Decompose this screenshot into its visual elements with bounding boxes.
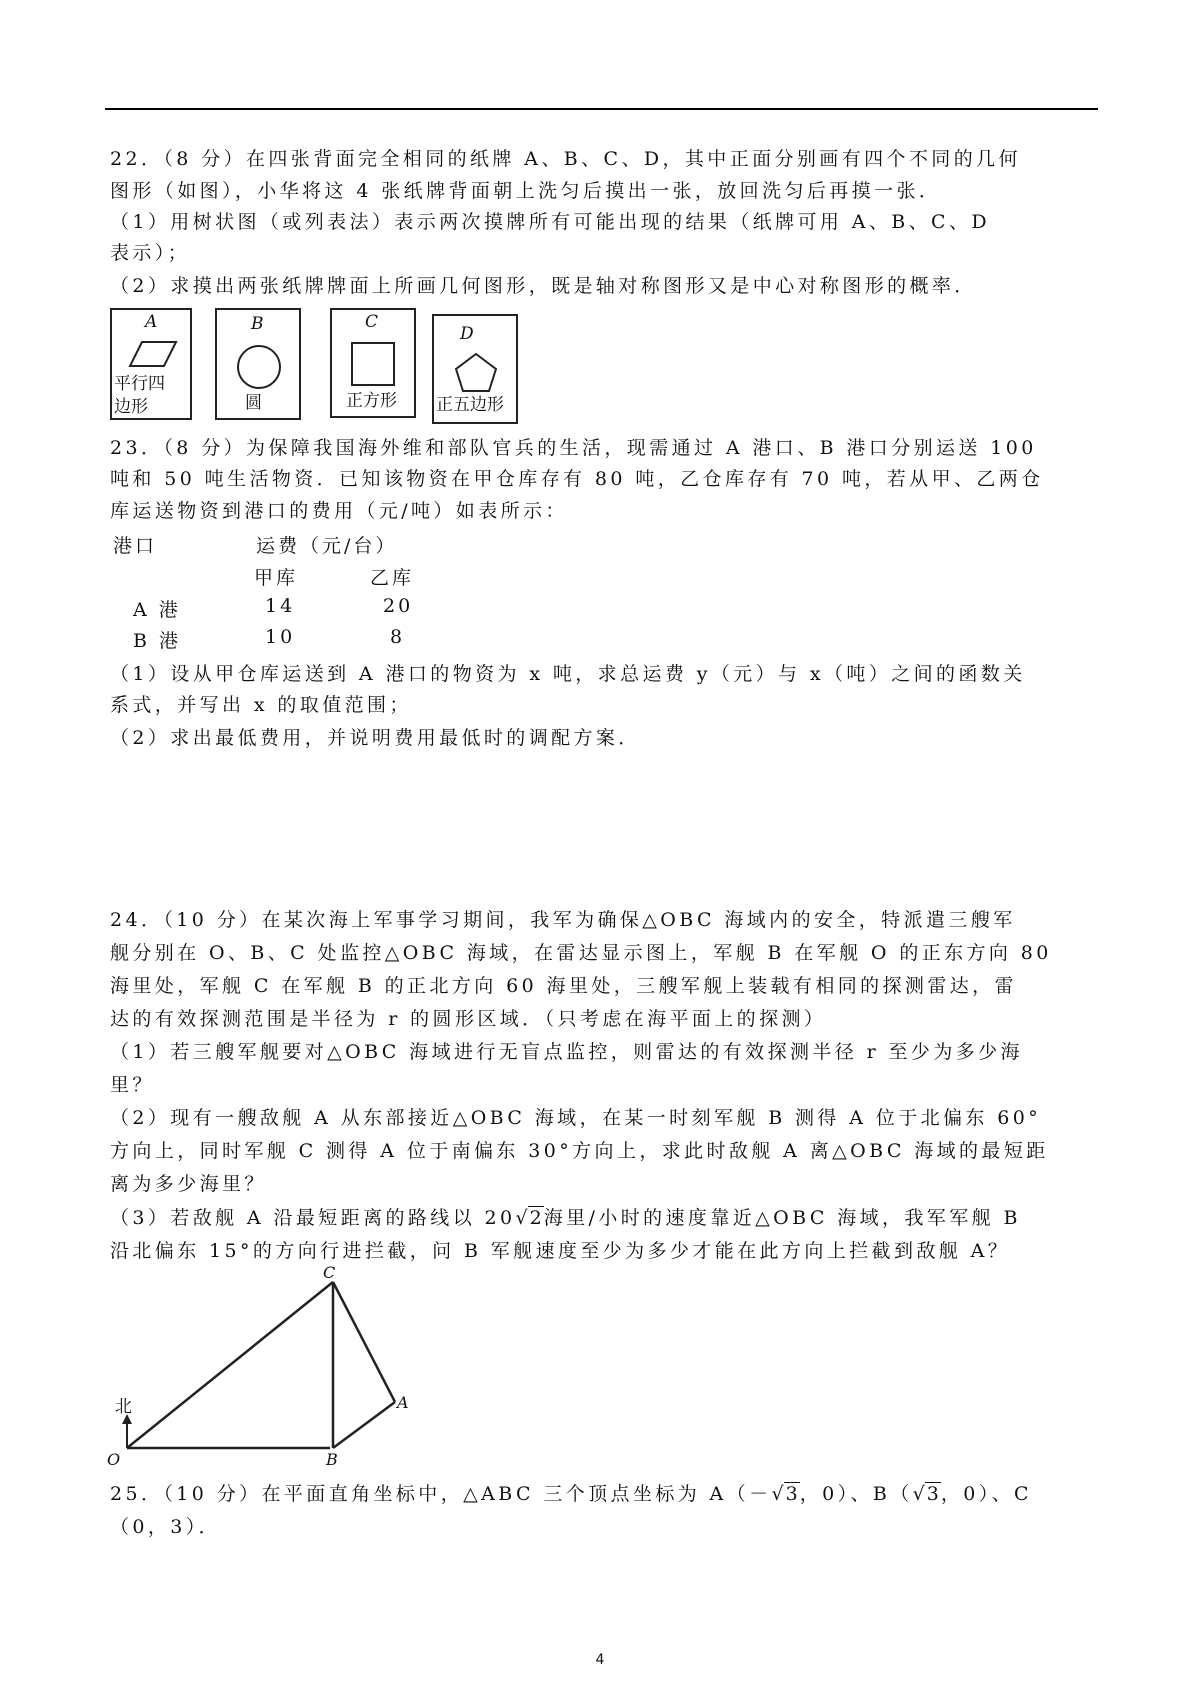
sqrt-3-b-radicand: 3 [926,1483,939,1505]
q22-line-4: 表示）； [110,242,191,264]
card-a [110,308,192,420]
card-d [432,314,518,424]
q24-line-8: 方向上，同时军舰 C 测得 A 位于南偏东 30°方向上，求此时敌舰 A 离△OBC 海域的最短距 [110,1140,1049,1162]
card-b [215,308,301,420]
vertex-c-label: C [323,1263,336,1282]
circle-icon [231,344,287,390]
q24-line-11: 沿北偏东 15°的方向行进拦截，问 B 军舰速度至少为多少才能在此方向上拦截到敌舰 A？ [110,1240,1011,1262]
table-row-b-yi: 8 [390,626,406,648]
card-a-caption-1: 平行四 [114,374,165,394]
q24-line-2: 舰分别在 O、B、C 处监控△OBC 海域，在雷达显示图上，军舰 B 在军舰 O 的正东方向 80 [110,942,1052,964]
parallelogram-icon [124,338,184,370]
header-rule [105,108,1098,110]
sqrt-3-a-radicand: 3 [785,1483,798,1505]
q24-line-10-end: 海里/小时的速度靠近△OBC 海域，我军军舰 B [543,1207,1021,1229]
q24-line-1: 24．（10 分）在某次海上军事学习期间，我军为确保△OBC 海域内的安全，特派遣三艘军 [110,909,1016,931]
card-d-label: D [460,324,474,344]
page-number: 4 [595,1652,605,1668]
q23-line-1: 23．（8 分）为保障我国海外维和部队官兵的生活，现需通过 A 港口、B 港口分别运送 100 [110,437,1037,459]
sqrt-3-b: √ 3 [912,1483,939,1505]
q22-line-5: （2）求摸出两张纸牌牌面上所画几何图形，既是轴对称图形又是中心对称图形的概率． [110,275,977,297]
q23-line-2: 吨和 50 吨生活物资．已知该物资在甲仓库存有 80 吨，乙仓库存有 70 吨，若从甲、乙两仓 [110,468,1044,490]
q25-line-1-mid: ，0）、B（ [799,1483,913,1505]
q24-line-10-start: （3）若敌舰 A 沿最短距离的路线以 20 [110,1207,516,1229]
triangle-figure [105,1262,415,1467]
q23-line-4: （1）设从甲仓库运送到 A 港口的物资为 x 吨，求总运费 y（元）与 x（吨）之间的函数关 [110,663,1026,685]
q22-line-2: 图形（如图），小华将这 4 张纸牌背面朝上洗匀后摸出一张，放回洗匀后再摸一张． [110,180,942,202]
table-row-a-port: A 港 [133,599,181,621]
north-label: 北 [115,1397,132,1417]
q24-line-5: （1）若三艘军舰要对△OBC 海域进行无盲点监控，则雷达的有效探测半径 r 至少为多少海 [110,1041,1023,1063]
sqrt-2-radicand: 2 [529,1207,542,1229]
square-icon [348,340,400,388]
q24-line-7: （2）现有一艘敌舰 A 从东部接近△OBC 海域，在某一时刻军舰 B 测得 A 位于北偏东 60° [110,1107,1042,1129]
q23-line-3: 库运送物资到港口的费用（元/吨）如表所示： [110,500,568,522]
card-a-caption-2: 边形 [114,397,148,417]
card-c-caption: 正方形 [346,391,397,411]
vertex-b-label: B [326,1450,338,1467]
q24-line-4: 达的有效探测范围是半径为 r 的圆形区域．（只考虑在海平面上的探测） [110,1008,827,1030]
pentagon-icon [452,352,502,394]
q23-line-5: 系式，并写出 x 的取值范围； [110,694,412,716]
q24-line-9: 离为多少海里？ [110,1173,267,1195]
vertex-o-label: O [107,1450,121,1467]
table-row-b-jia: 10 [265,626,296,648]
q25-line-1-end: ，0）、C [940,1483,1032,1505]
table-subheader-jia: 甲库 [254,567,299,589]
card-c-label: C [365,312,379,332]
q24-line-10 [110,1204,1100,1232]
q25-line-1-start: 25．（10 分）在平面直角坐标中，△ABC 三个顶点坐标为 A（－ [110,1483,772,1505]
card-b-caption: 圆 [245,393,262,413]
card-a-label: A [145,312,158,332]
table-row-a-yi: 20 [383,595,414,617]
card-b-label: B [251,314,264,334]
sqrt-2: √ 2 [515,1207,542,1229]
table-header-port: 港口 [113,535,158,557]
sqrt-3-a: √ 3 [771,1483,798,1505]
q22-line-1: 22．（8 分）在四张背面完全相同的纸牌 A、B、C、D，其中正面分别画有四个不同的几何 [110,148,1021,170]
card-d-caption: 正五边形 [436,395,504,415]
q24-line-6: 里？ [110,1074,155,1096]
card-c [330,308,416,418]
q23-line-6: （2）求出最低费用，并说明费用最低时的调配方案． [110,727,641,749]
q24-line-3: 海里处，军舰 C 在军舰 B 的正北方向 60 海里处，三艘军舰上装载有相同的探测雷达，雷 [110,975,1017,997]
q22-line-3: （1）用树状图（或列表法）表示两次摸牌所有可能出现的结果（纸牌可用 A、B、C、D [110,211,990,233]
table-header-cost: 运费（元/台） [256,535,398,557]
table-row-b-port: B 港 [133,630,182,652]
q25-line-1 [110,1480,1100,1508]
vertex-a-label: A [397,1393,409,1412]
q25-line-2: （0，3）． [110,1516,222,1538]
table-row-a-jia: 14 [265,595,296,617]
table-subheader-yi: 乙库 [370,567,415,589]
